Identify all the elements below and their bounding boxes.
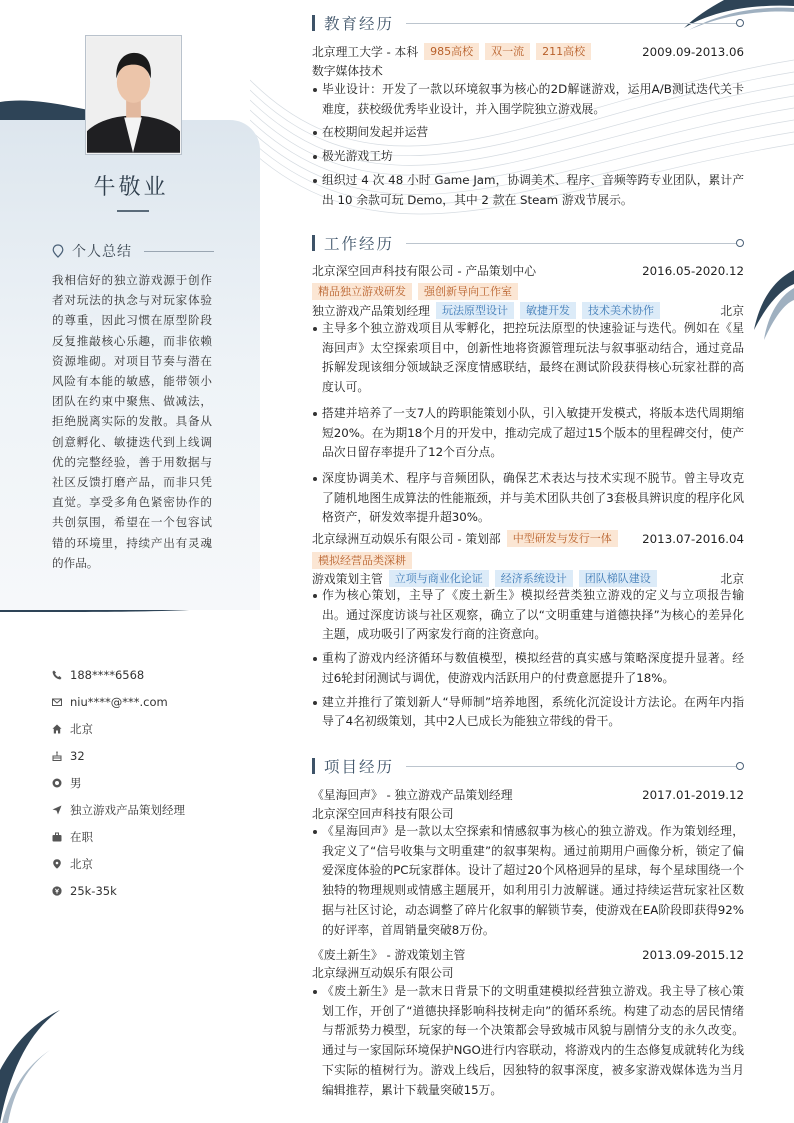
company-tag: 模拟经营品类深耕 xyxy=(312,552,412,569)
project-title: 《废土新生》 - 游戏策划主管 xyxy=(312,948,466,962)
candidate-name: 牛敬业 xyxy=(93,175,169,200)
project-title-row xyxy=(312,946,744,963)
heading-dot-icon xyxy=(736,19,744,27)
project-company-row xyxy=(312,805,744,822)
heading-bar xyxy=(312,758,315,774)
project-bullets xyxy=(312,822,744,940)
list-item: 在校期间发起并运营 xyxy=(312,123,744,143)
project-company: 北京绿洲互动娱乐有限公司 xyxy=(312,966,454,980)
location-pin-icon xyxy=(52,244,64,258)
avatar xyxy=(87,37,180,153)
contact-age xyxy=(52,742,185,769)
heading-bar xyxy=(312,15,315,31)
contact-salary xyxy=(52,877,185,904)
contact-value: 独立游戏产品策划经理 xyxy=(70,802,185,817)
role-tag: 玩法原型设计 xyxy=(436,302,514,319)
contact-city xyxy=(52,850,185,877)
job-company: 北京深空回声科技有限公司 - 产品策划中心 xyxy=(312,264,537,278)
contact-position xyxy=(52,796,185,823)
heading-bar xyxy=(312,235,315,251)
company-tag: 强创新导向工作室 xyxy=(418,283,518,300)
list-item: 主导多个独立游戏项目从零孵化，把控玩法原型的快速验证与迭代。例如在《星海回声》太空探索项目中，创新性地将资源管理玩法与叙事驱动结合，通过竞品拆解发现该细分领域缺乏深度情感联结，最终在测试阶段获得核心玩家社群的高度认可。 xyxy=(312,319,744,398)
role-tag: 团队梯队建设 xyxy=(579,570,657,587)
company-tag: 精品独立游戏研发 xyxy=(312,283,412,300)
list-item: 《星海回声》是一款以太空探索和情感叙事为核心的独立游戏。作为策划经理，我定义了“信号收集与文明重建”的叙事架构。通过前期用户画像分析，锁定了偏爱深度体验的PC玩家群体。设计了超过20个风格迥异的星球，每个星球围绕一个独特的物理规则或情感主题展开，如利用引力波解谜。通过持续运营玩家社区数据与社区讨论，动态调整了碎片化叙事的解锁节奏，使游戏在EA阶段即获得92%的好评率，首周销量突破8万份。 xyxy=(312,822,744,940)
list-item: 毕业设计：开发了一款以环境叙事为核心的2D解谜游戏，运用A/B测试迭代关卡难度，获校级优秀毕业设计，并入围学院独立游戏展。 xyxy=(312,80,744,119)
contact-status xyxy=(52,823,185,850)
right-wave-decoration xyxy=(754,270,794,350)
project-title: 《星海回声》 - 独立游戏产品策划经理 xyxy=(312,788,513,802)
education-heading-title: 教育经历 xyxy=(324,15,395,33)
summary-heading-label: 个人总结 xyxy=(72,244,132,260)
summary-heading xyxy=(52,241,214,261)
job-company-row xyxy=(312,262,744,279)
contact-value: 32 xyxy=(70,748,85,763)
job-company-row xyxy=(312,530,744,547)
job-tags-row xyxy=(312,283,744,300)
job-role-row xyxy=(312,570,744,587)
contact-value: 男 xyxy=(70,775,82,790)
name-divider xyxy=(117,210,149,212)
location-icon xyxy=(52,859,62,869)
role-tag: 敏捷开发 xyxy=(520,302,576,319)
job-city: 北京 xyxy=(720,572,744,586)
role-tag: 立项与商业化论证 xyxy=(389,570,489,587)
contact-list xyxy=(52,661,185,904)
mail-icon xyxy=(52,697,62,707)
list-item: 极光游戏工坊 xyxy=(312,147,744,167)
job-date: 2016.05-2020.12 xyxy=(642,263,744,278)
contact-value: 25k-35k xyxy=(70,883,117,898)
school-name: 北京理工大学 - 本科 xyxy=(312,45,419,59)
education-bullets xyxy=(312,80,744,210)
summary-text: 我相信好的独立游戏源于创作者对玩法的执念与对玩家体验的尊重，因此习惯在原型阶段反复推敲核心乐趣，而非依赖资源堆砌。对项目节奏与潜在风险有本能的敏感，能带领小团队在约束中聚焦、做减法，拒绝脱离实际的发散。具备从创意孵化、敏捷迭代到上线调优的完整经验，善于用数据与社区反馈打磨产品，而非只凭直觉。享受多角色紧密协作的共创氛围，希望在一个包容试错的环境里，持续产出有灵魂的作品。 xyxy=(52,273,212,570)
list-item: 重构了游戏内经济循环与数值模型，模拟经营的真实感与策略深度提升显著。经过6轮封闭测试与调优，使游戏内活跃用户的付费意愿提升了18%。 xyxy=(312,649,744,688)
education-school-row xyxy=(312,43,744,60)
contact-phone xyxy=(52,661,185,688)
phone-icon xyxy=(52,670,62,680)
role-tag: 技术美术协作 xyxy=(582,302,660,319)
contact-email xyxy=(52,688,185,715)
list-item: 作为核心策划，主导了《废土新生》模拟经营类独立游戏的定义与立项报告输出。通过深度访谈与社区观察，确立了以“文明重建与道德抉择”为核心的差异化主题，成功吸引了两家发行商的注资意向。 xyxy=(312,586,744,645)
job-date: 2013.07-2016.04 xyxy=(642,531,744,546)
home-icon xyxy=(52,724,62,734)
projects-heading-title: 项目经历 xyxy=(324,758,395,776)
education-date: 2009.09-2013.06 xyxy=(642,44,744,59)
list-item: 搭建并培养了一支7人的跨职能策划小队，引入敏捷开发模式，将版本迭代周期缩短20%。在为期18个月的开发中，推动完成了超过15个版本的里程碑交付，使产品次日留存率提升了12个百分点。 xyxy=(312,404,744,463)
education-tag: 985高校 xyxy=(424,43,479,60)
project-title-row xyxy=(312,786,744,803)
job-bullets xyxy=(312,319,744,528)
project-company: 北京深空回声科技有限公司 xyxy=(312,807,454,821)
contact-value: 在职 xyxy=(70,829,93,844)
heading-dot-icon xyxy=(736,762,744,770)
list-item: 建立并推行了策划新人“导师制”培养地图，系统化沉淀设计方法论。在两年内指导了4名初级策划，其中2人已成长为能独立带线的骨干。 xyxy=(312,693,744,732)
work-heading-title: 工作经历 xyxy=(324,235,395,253)
job-city: 北京 xyxy=(720,304,744,318)
list-item: 《废土新生》是一款末日背景下的文明重建模拟经营独立游戏。我主导了核心策划工作，开创了“道德抉择影响科技树走向”的循环系统。构建了动态的居民情绪与帮派势力模型，玩家的每一个决策都会导致城市风貌与剧情分支的永久改变。通过与一家国际环境保护NGO进行内容联动，将游戏内的生态修复成就转化为线下实际的植树行为。游戏上线后，因独特的叙事深度，被多家游戏媒体选为当月编辑推荐，累计下载量突破15万。 xyxy=(312,982,744,1100)
education-major: 数字媒体技术 xyxy=(312,64,383,78)
job-tags-row xyxy=(312,552,744,569)
summary-heading-line xyxy=(144,251,214,252)
education-major-row xyxy=(312,62,744,79)
job-company: 北京绿洲互动娱乐有限公司 - 策划部 xyxy=(312,532,501,546)
list-item: 深度协调美术、程序与音频团队，确保艺术表达与技术实现不脱节。曾主导攻克了随机地图生成算法的性能瓶颈，并与美术团队共创了3套极具辨识度的程序化风格资产，研发效率提升超30%。 xyxy=(312,469,744,528)
education-heading xyxy=(312,12,744,34)
job-role: 游戏策划主管 xyxy=(312,572,383,586)
work-heading xyxy=(312,232,744,254)
project-date: 2013.09-2015.12 xyxy=(642,947,744,962)
role-tag: 经济系统设计 xyxy=(495,570,573,587)
heading-line xyxy=(406,766,736,767)
education-tag: 双一流 xyxy=(485,43,530,60)
contact-value: 188****6568 xyxy=(70,667,145,682)
job-role-row xyxy=(312,302,744,319)
heading-dot-icon xyxy=(736,239,744,247)
profile-photo xyxy=(85,35,182,155)
briefcase-icon xyxy=(52,832,62,842)
contact-home xyxy=(52,715,185,742)
send-icon xyxy=(52,805,62,815)
cake-icon xyxy=(52,751,62,761)
heading-line xyxy=(406,23,736,24)
heading-line xyxy=(406,243,736,244)
company-tag: 中型研发与发行一体 xyxy=(507,530,618,547)
contact-value: niu****@***.com xyxy=(70,694,168,709)
sidebar xyxy=(0,0,262,1123)
list-item: 组织过 4 次 48 小时 Game Jam，协调美术、程序、音频等跨专业团队，累计产出 10 余款可玩 Demo，其中 2 款在 Steam 游戏节展示。 xyxy=(312,171,744,210)
projects-heading xyxy=(312,755,744,777)
project-date: 2017.01-2019.12 xyxy=(642,787,744,802)
gender-icon xyxy=(52,778,62,788)
contact-value: 北京 xyxy=(70,721,93,736)
project-company-row xyxy=(312,964,744,981)
contact-value: 北京 xyxy=(70,856,93,871)
job-bullets xyxy=(312,586,744,732)
project-bullets xyxy=(312,982,744,1100)
contact-gender xyxy=(52,769,185,796)
education-tag: 211高校 xyxy=(536,43,591,60)
job-role: 独立游戏产品策划经理 xyxy=(312,304,430,318)
money-icon xyxy=(52,886,62,896)
